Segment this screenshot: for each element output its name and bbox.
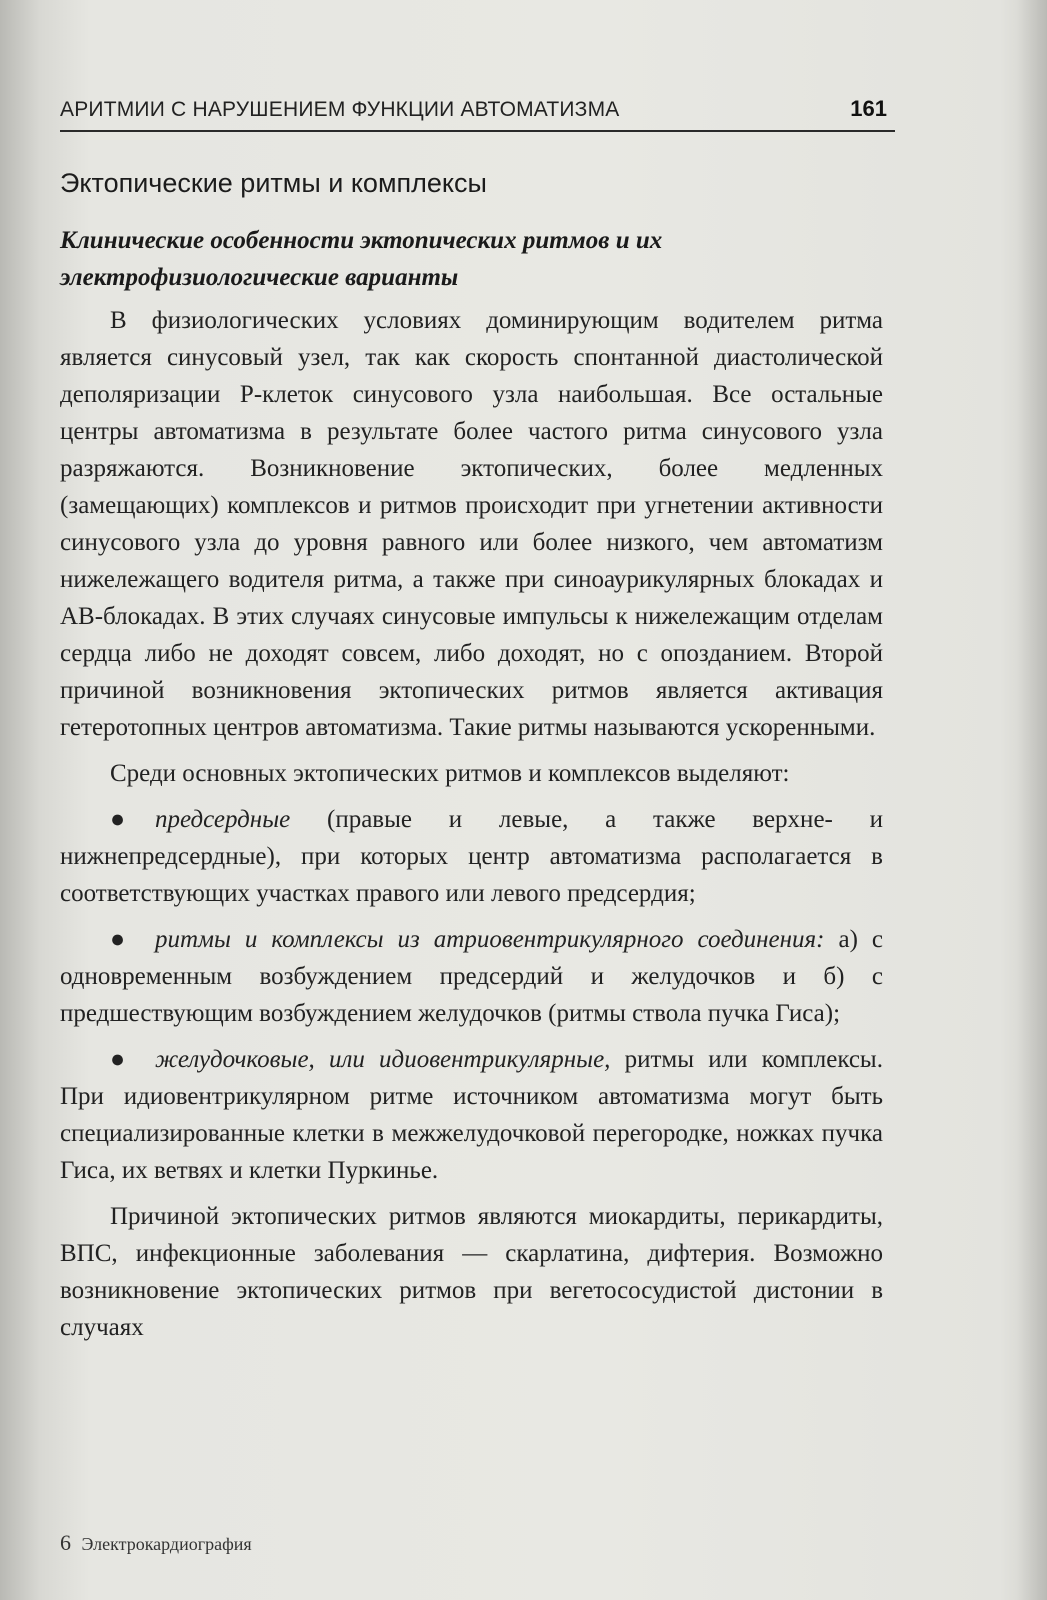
bullet-icon: ●	[110, 806, 126, 833]
signature-number: 6	[60, 1530, 71, 1555]
list-item	[60, 921, 883, 1032]
list-item-text: ритмы или комплексы. При идиовентрикулярном ритме источником автоматизма могут быть специализированные клетки в межжелудочковой перегородке, ножках пучка Гиса, их ветвях и клетки Пуркинье.	[60, 1046, 883, 1184]
paragraph-2: Среди основных эктопических ритмов и комплексов выделяют:	[110, 760, 790, 787]
paragraph-1: В физиологических условиях доминирующим водителем ритма является синусовый узел, так как скорость спонтанной диастолической деполяризации Р-клеток синусового узла наибольшая. Все остальные центры автоматизма в результате более частого ритма синусового узла разряжаются. Возникновение эктопических, более медленных (замещающих) комплексов и ритмов происходит при угнетении активности синусового узла до уровня равного или более низкого, чем автоматизм нижележащего водителя ритма, а также при синоаурикулярных блокадах и АВ-блокадах. В этих случаях синусовые импульсы к нижележащим отделам сердца либо не доходят совсем, либо доходят, но с опозданием. Второй причиной возникновения эктопических ритмов является активация гетеротопных центров автоматизма. Такие ритмы называются ускоренными.	[60, 307, 883, 741]
subheading: Клинические особенности эктопических ритмов и их электрофизиологические варианты	[60, 227, 663, 291]
list-item-text: а) с одновременным возбуждением предсердий и желудочков и б) с предшествующим возбуждением желудочков (ритмы ствола пучка Гиса);	[60, 926, 883, 1027]
list-item-term: предсердные	[155, 806, 291, 833]
section-title: Эктопические ритмы и комплексы	[60, 168, 487, 198]
bullet-icon: ●	[110, 1046, 126, 1073]
list-item-text: (правые и левые, а также верхне- и нижнепредсердные), при которых центр автоматизма располагается в соответствующих участках правого или левого предсердия;	[60, 806, 883, 907]
list-item-term: желудочковые, или идиовентрикулярные,	[155, 1046, 611, 1073]
bullet-icon: ●	[110, 926, 126, 953]
running-title: АРИТМИИ С НАРУШЕНИЕМ ФУНКЦИИ АВТОМАТИЗМА	[60, 98, 620, 121]
signature-book-title: Электрокардиография	[81, 1534, 252, 1554]
paragraph-3: Причиной эктопических ритмов являются миокардиты, перикардиты, ВПС, инфекционные заболевания — скарлатина, дифтерия. Возможно возникновение эктопических ритмов при вегетососудистой дистонии в случаях	[60, 1203, 883, 1341]
list-item	[60, 1041, 883, 1189]
page-number: 161	[850, 96, 887, 121]
page-edge-shadow	[1017, 0, 1047, 1600]
list-item-term: ритмы и комплексы из атриовентрикулярного соединения:	[155, 926, 825, 953]
body-text	[60, 302, 883, 1346]
footer-signature	[60, 1530, 252, 1556]
running-header	[60, 96, 895, 132]
list-item	[60, 801, 883, 912]
